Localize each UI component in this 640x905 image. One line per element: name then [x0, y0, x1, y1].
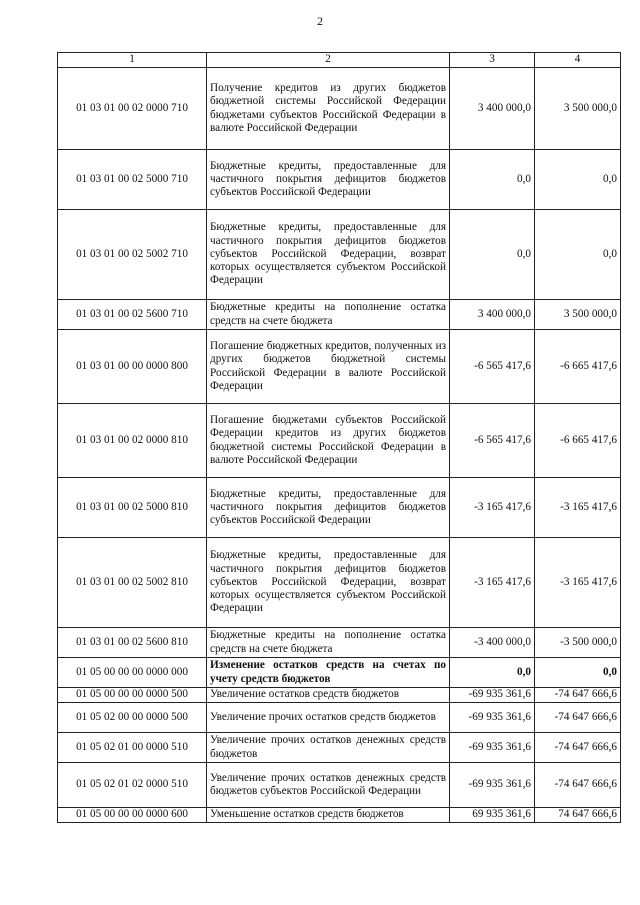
row-description: Увеличение прочих остатков денежных средств бюджетов [207, 733, 450, 763]
table-row [58, 763, 621, 808]
table-row [58, 404, 621, 478]
row-value-col4: 0,0 [535, 150, 621, 210]
row-value-col3: 3 400 000,0 [450, 68, 535, 150]
row-code: 01 05 00 00 00 0000 500 [58, 688, 207, 703]
row-description: Увеличение остатков средств бюджетов [207, 688, 450, 703]
row-value-col3: 69 935 361,6 [450, 808, 535, 823]
page-number: 2 [317, 14, 323, 28]
table-row [58, 150, 621, 210]
header-col-3: 3 [450, 53, 535, 68]
row-value-col4: -74 647 666,6 [535, 733, 621, 763]
row-description: Бюджетные кредиты, предоставленные для частичного покрытия дефицитов бюджетов субъектов Российской Федерации [207, 478, 450, 538]
row-value-col3: -69 935 361,6 [450, 763, 535, 808]
table-row [58, 538, 621, 628]
row-value-col4: 74 647 666,6 [535, 808, 621, 823]
row-description: Бюджетные кредиты на пополнение остатка средств на счете бюджета [207, 300, 450, 330]
row-value-col3: -3 165 417,6 [450, 478, 535, 538]
budget-table [57, 52, 621, 823]
row-value-col4: 3 500 000,0 [535, 68, 621, 150]
table-row [58, 688, 621, 703]
row-description: Погашение бюджетами субъектов Российской Федерации кредитов из других бюджетов бюджетной системы Российской Федерации в валюте Российской Федерации [207, 404, 450, 478]
row-value-col4: -74 647 666,6 [535, 763, 621, 808]
row-value-col3: -6 565 417,6 [450, 404, 535, 478]
row-value-col4: -74 647 666,6 [535, 703, 621, 733]
row-code: 01 05 02 01 00 0000 510 [58, 733, 207, 763]
header-col-1: 1 [58, 53, 207, 68]
row-value-col3: -6 565 417,6 [450, 330, 535, 404]
row-code: 01 03 01 00 02 5600 710 [58, 300, 207, 330]
row-value-col4: 0,0 [535, 210, 621, 300]
row-description: Бюджетные кредиты, предоставленные для частичного покрытия дефицитов бюджетов субъектов Российской Федерации [207, 150, 450, 210]
table-body [58, 68, 621, 823]
row-value-col4: -74 647 666,6 [535, 688, 621, 703]
table-row [58, 733, 621, 763]
table-row [58, 210, 621, 300]
row-description: Изменение остатков средств на счетах по учету средств бюджетов [207, 658, 450, 688]
row-value-col3: 0,0 [450, 210, 535, 300]
row-code: 01 03 01 00 02 5002 810 [58, 538, 207, 628]
table-row [58, 808, 621, 823]
row-code: 01 03 01 00 02 5600 810 [58, 628, 207, 658]
table-row [58, 658, 621, 688]
row-code: 01 05 00 00 00 0000 000 [58, 658, 207, 688]
row-code: 01 03 01 00 02 0000 810 [58, 404, 207, 478]
row-description: Погашение бюджетных кредитов, полученных из других бюджетов бюджетной системы Российской Федерации в валюте Российской Федерации [207, 330, 450, 404]
header-col-2: 2 [207, 53, 450, 68]
row-description: Бюджетные кредиты на пополнение остатка средств на счете бюджета [207, 628, 450, 658]
row-value-col4: -3 500 000,0 [535, 628, 621, 658]
row-value-col4: -3 165 417,6 [535, 478, 621, 538]
table-row [58, 330, 621, 404]
row-value-col3: 3 400 000,0 [450, 300, 535, 330]
row-description: Бюджетные кредиты, предоставленные для частичного покрытия дефицитов бюджетов субъектов Российской Федерации, возврат которых осуществляется субъектом Российской Федерации [207, 210, 450, 300]
row-description: Уменьшение остатков средств бюджетов [207, 808, 450, 823]
row-value-col4: -3 165 417,6 [535, 538, 621, 628]
row-code: 01 05 02 00 00 0000 500 [58, 703, 207, 733]
row-value-col4: 3 500 000,0 [535, 300, 621, 330]
row-value-col3: -69 935 361,6 [450, 733, 535, 763]
table-row [58, 300, 621, 330]
row-value-col3: 0,0 [450, 658, 535, 688]
row-code: 01 03 01 00 02 0000 710 [58, 68, 207, 150]
row-value-col4: 0,0 [535, 658, 621, 688]
table-row [58, 478, 621, 538]
row-value-col3: -3 400 000,0 [450, 628, 535, 658]
header-row [58, 53, 621, 68]
row-code: 01 03 01 00 02 5000 710 [58, 150, 207, 210]
row-value-col3: -69 935 361,6 [450, 688, 535, 703]
row-code: 01 05 02 01 02 0000 510 [58, 763, 207, 808]
row-value-col4: -6 665 417,6 [535, 404, 621, 478]
row-code: 01 03 01 00 00 0000 800 [58, 330, 207, 404]
row-description: Получение кредитов из других бюджетов бюджетной системы Российской Федерации бюджетами субъектов Российской Федерации в валюте Российской Федерации [207, 68, 450, 150]
row-value-col3: 0,0 [450, 150, 535, 210]
row-value-col3: -69 935 361,6 [450, 703, 535, 733]
row-code: 01 03 01 00 02 5002 710 [58, 210, 207, 300]
row-description: Увеличение прочих остатков денежных средств бюджетов субъектов Российской Федерации [207, 763, 450, 808]
row-code: 01 03 01 00 02 5000 810 [58, 478, 207, 538]
row-description: Увеличение прочих остатков средств бюджетов [207, 703, 450, 733]
table-row [58, 628, 621, 658]
table-row [58, 68, 621, 150]
row-value-col3: -3 165 417,6 [450, 538, 535, 628]
table-row [58, 703, 621, 733]
row-description: Бюджетные кредиты, предоставленные для частичного покрытия дефицитов бюджетов субъектов Российской Федерации, возврат которых осуществляется субъектом Российской Федерации [207, 538, 450, 628]
header-col-4: 4 [535, 53, 621, 68]
row-value-col4: -6 665 417,6 [535, 330, 621, 404]
row-code: 01 05 00 00 00 0000 600 [58, 808, 207, 823]
